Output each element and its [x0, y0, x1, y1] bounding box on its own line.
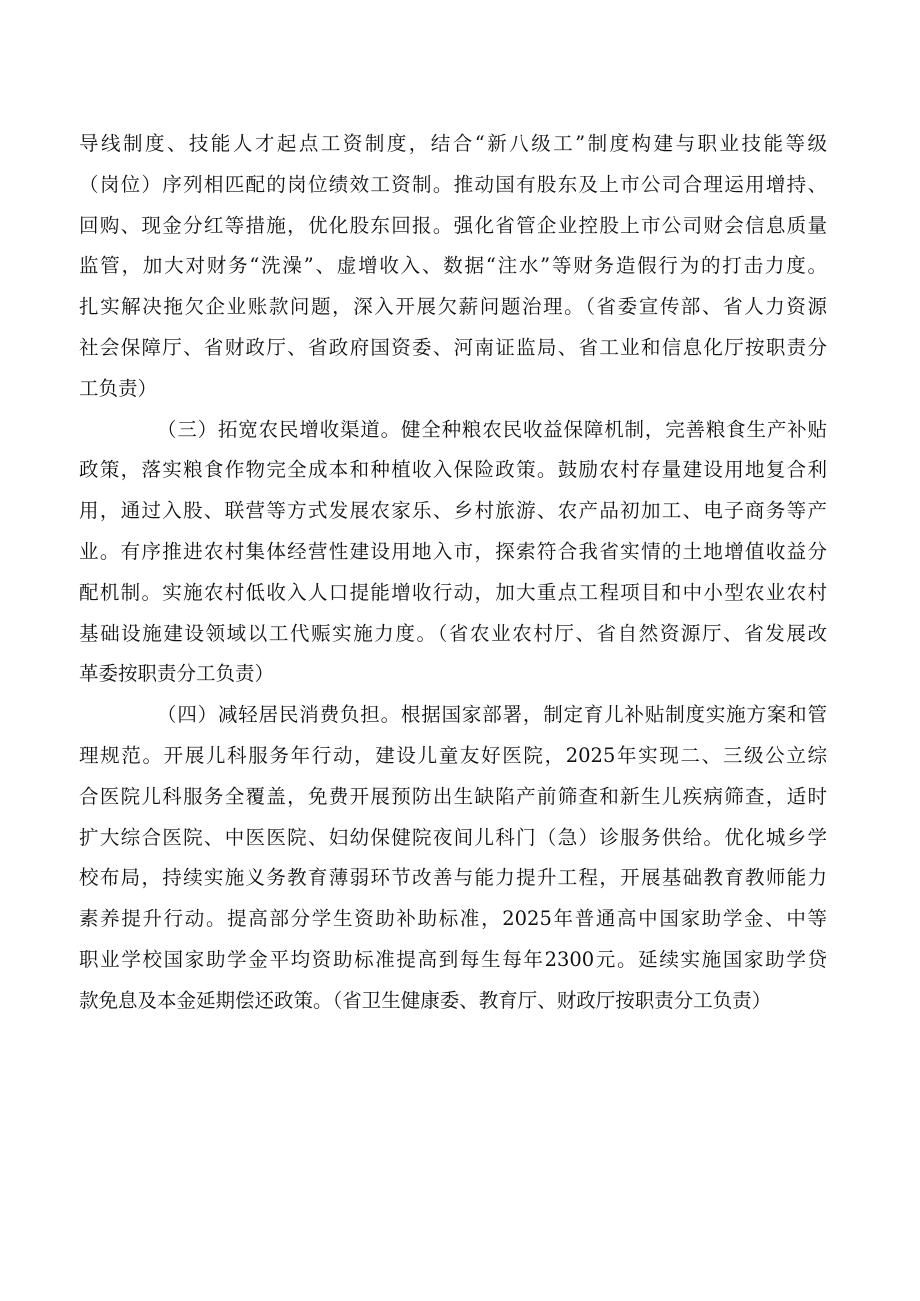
text-line: （四）减轻居民消费负担。根据国家部署，制定育儿补贴制度实施方案和管: [157, 703, 827, 727]
text-line: 职业学校国家助学金平均资助标准提高到每生每年2300元。延续实施国家助学贷: [79, 947, 827, 971]
text-line: 素养提升行动。提高部分学生资助补助标准，2025年普通高中国家助学金、中等: [79, 907, 827, 931]
text-line: 用，通过入股、联营等方式发展农家乐、乡村旅游、农产品初加工、电子商务等产: [79, 499, 827, 523]
text-line: 理规范。开展儿科服务年行动，建设儿童友好医院，2025年实现二、三级公立综: [79, 743, 827, 767]
text-line: 校布局，持续实施义务教育薄弱环节改善与能力提升工程，开展基础教育教师能力: [79, 866, 827, 890]
text-line: 社会保障厅、省财政厅、省政府国资委、河南证监局、省工业和信息化厅按职责分: [79, 335, 827, 359]
text-line: （三）拓宽农民增收渠道。健全种粮农民收益保障机制，完善粮食生产补贴: [157, 417, 827, 441]
paragraph-wage-and-shareholder-returns: [79, 124, 827, 410]
text-line: 业。有序推进农村集体经营性建设用地入市，探索符合我省实情的土地增值收益分: [79, 539, 827, 563]
text-line: 回购、现金分红等措施，优化股东回报。强化省管企业控股上市公司财会信息质量: [79, 213, 827, 237]
text-line: 款免息及本金延期偿还政策。（省卫生健康委、教育厅、财政厅按职责分工负责）: [79, 988, 772, 1012]
text-line: 扎实解决拖欠企业账款问题，深入开展欠薪问题治理。（省委宣传部、省人力资源: [79, 295, 827, 319]
paragraph-consumer-burden: [79, 695, 827, 1021]
text-line: 扩大综合医院、中医医院、妇幼保健院夜间儿科门（急）诊服务供给。优化城乡学: [79, 825, 827, 849]
text-line: 监管，加大对财务“洗澡”、虚增收入、数据“注水”等财务造假行为的打击力度。: [79, 254, 827, 278]
text-line: 基础设施建设领域以工代赈实施力度。（省农业农村厅、省自然资源厅、省发展改: [79, 621, 827, 645]
text-line: （岗位）序列相匹配的岗位绩效工资制。推动国有股东及上市公司合理运用增持、: [79, 172, 827, 196]
text-line: 配机制。实施农村低收入人口提能增收行动，加大重点工程项目和中小型农业农村: [79, 580, 827, 604]
text-line: 导线制度、技能人才起点工资制度，结合“新八级工”制度构建与职业技能等级: [79, 132, 827, 155]
text-line: 革委按职责分工负责）: [79, 662, 275, 686]
text-line: 合医院儿科服务全覆盖，免费开展预防出生缺陷产前筛查和新生儿疾病筛查，适时: [79, 784, 827, 808]
paragraph-farmer-income: [79, 410, 827, 696]
text-line: 工负责）: [79, 376, 158, 400]
text-line: 政策，落实粮食作物完全成本和种植收入保险政策。鼓励农村存量建设用地复合利: [79, 458, 827, 482]
document-body: [79, 124, 827, 1022]
